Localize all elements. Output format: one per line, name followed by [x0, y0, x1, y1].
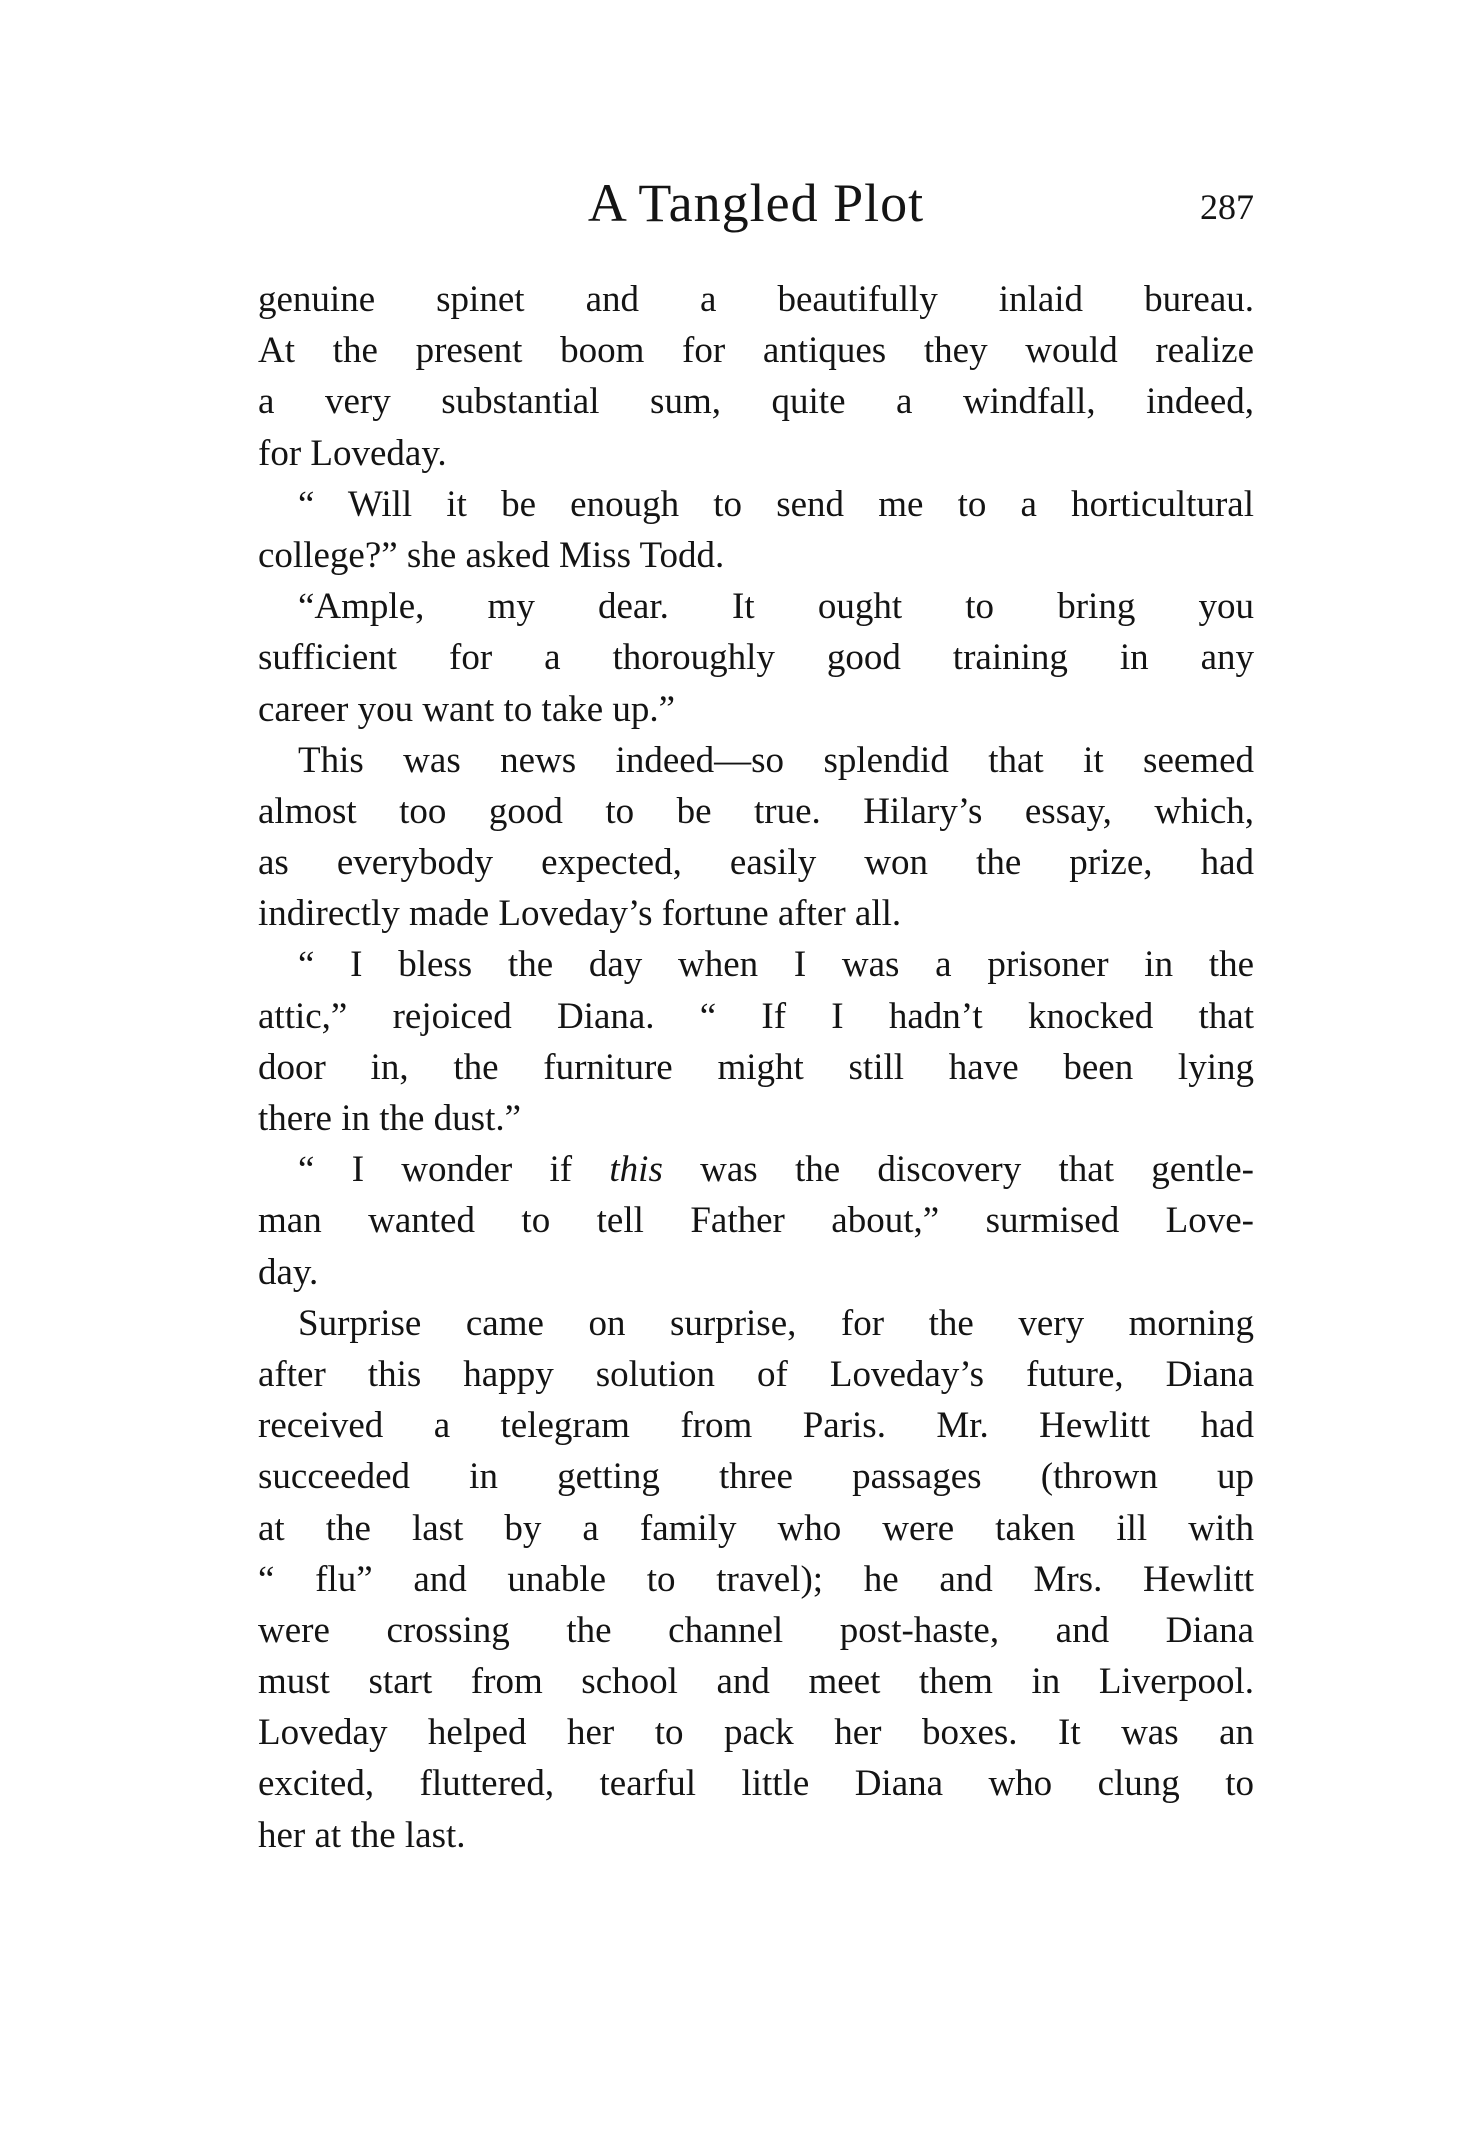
- text-line-with-italic: [258, 1144, 1254, 1195]
- book-title: A Tangled Plot: [587, 173, 925, 233]
- page-number: 287: [1200, 187, 1254, 227]
- text-line: excited, fluttered, tearful little Diana who clung to: [258, 1763, 1254, 1805]
- text-line: her at the last.: [258, 1814, 466, 1856]
- text-line: career you want to take up.”: [258, 688, 676, 730]
- italic-word: this: [609, 1149, 663, 1191]
- text-line: Loveday helped her to pack her boxes. It was an: [258, 1712, 1254, 1754]
- text-line: This was news indeed—so splendid that it seemed: [298, 739, 1254, 781]
- body-text: [258, 274, 1254, 1861]
- text-line: door in, the furniture might still have been lying: [258, 1046, 1254, 1088]
- text-line: there in the dust.”: [258, 1098, 522, 1139]
- text-line: for Loveday.: [258, 432, 447, 474]
- text-line: Surprise came on surprise, for the very morning: [298, 1302, 1254, 1344]
- text-segment: “ I wonder if: [298, 1149, 610, 1191]
- text-line: attic,” rejoiced Diana. “ If I hadn’t knocked that: [258, 995, 1254, 1037]
- text-line: indirectly made Loveday’s fortune after all.: [258, 893, 902, 935]
- text-line: “Ample, my dear. It ought to bring you: [298, 586, 1254, 628]
- text-line: At the present boom for antiques they would realize: [258, 330, 1254, 372]
- text-line: sufficient for a thoroughly good training in any: [258, 637, 1254, 679]
- text-line: almost too good to be true. Hilary’s essay, which,: [258, 790, 1254, 832]
- text-line: college?” she asked Miss Todd.: [258, 534, 725, 576]
- text-line: a very substantial sum, quite a windfall, indeed,: [258, 381, 1254, 423]
- running-head: [258, 168, 1254, 248]
- text-line: must start from school and meet them in Liverpool.: [258, 1661, 1254, 1703]
- text-line: were crossing the channel post-haste, and Diana: [258, 1609, 1254, 1651]
- text-segment: was the discovery that gentle-: [662, 1149, 1255, 1191]
- text-line: received a telegram from Paris. Mr. Hewlitt had: [258, 1405, 1254, 1447]
- text-line: “ Will it be enough to send me to a horticultural: [298, 483, 1254, 525]
- text-line: “ I bless the day when I was a prisoner in the: [298, 944, 1254, 986]
- text-line: man wanted to tell Father about,” surmised Love-: [258, 1200, 1254, 1242]
- text-line: at the last by a family who were taken ill with: [258, 1507, 1254, 1549]
- text-line: day.: [258, 1251, 319, 1293]
- text-line: as everybody expected, easily won the prize, had: [258, 842, 1254, 884]
- text-line: genuine spinet and a beautifully inlaid bureau.: [258, 279, 1254, 320]
- text-line: succeeded in getting three passages (thrown up: [258, 1456, 1254, 1498]
- text-line: “ flu” and unable to travel); he and Mrs. Hewlitt: [258, 1558, 1254, 1600]
- text-line: after this happy solution of Loveday’s future, Diana: [258, 1353, 1254, 1395]
